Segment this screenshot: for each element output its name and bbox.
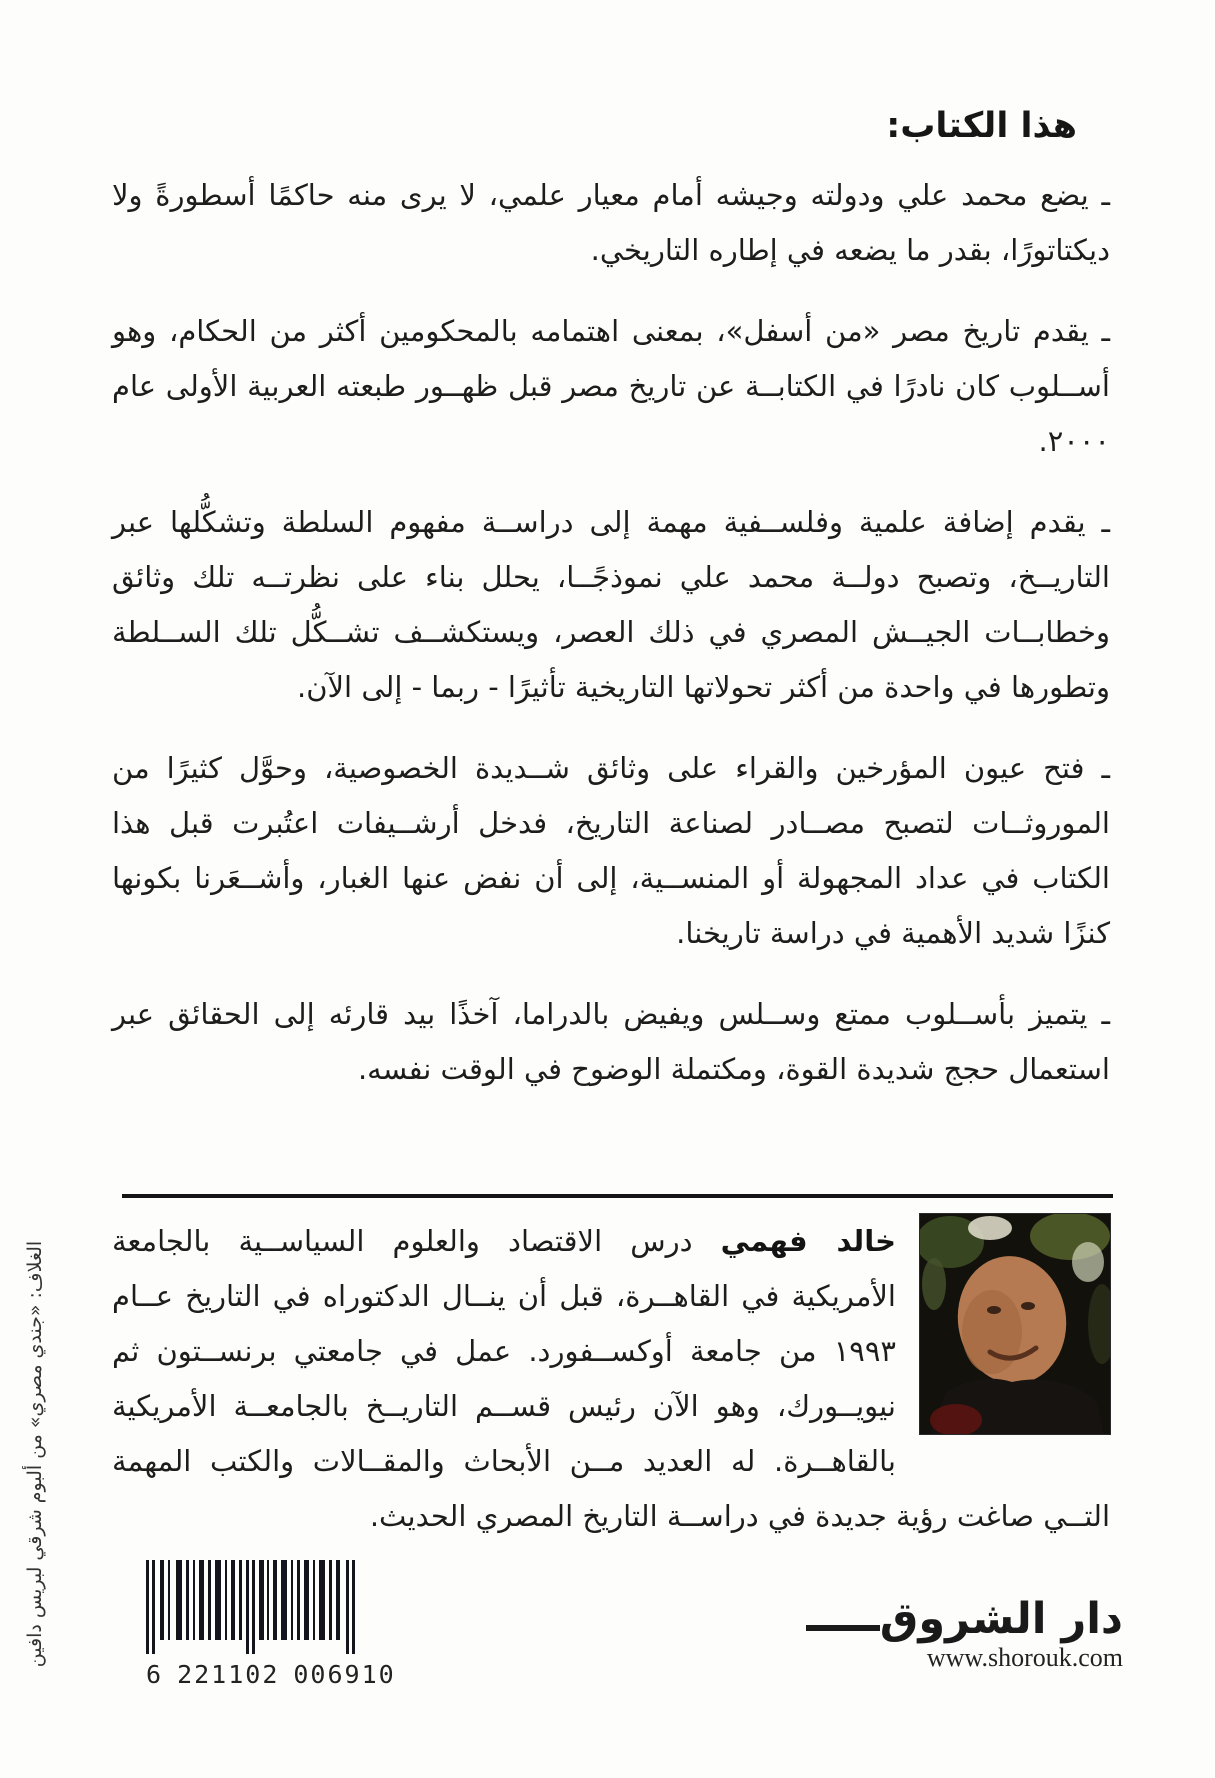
page-title: هذا الكتاب:	[886, 106, 1077, 146]
blurb-paragraph: ـ يقدم إضافة علمية وفلســفية مهمة إلى دراســة مفهوم السلطة وتشكُّلها عبر التاريــخ، وتصبح دولــة محمد علي نموذجًــا، يحلل بناء على نظرتــه تلك وثائق وخطابــات الجيــش المصري في ذلك العصر، ويستكشــف تشــكُّل تلك الســلطة وتطورها في واحدة من أكثر تحولاتها التاريخية تأثيرًا - ربما - إلى الآن.	[112, 505, 1110, 704]
barcode-digit-group1: 221102	[177, 1660, 280, 1689]
blurb-paragraph: ـ يتميز بأســلوب ممتع وســلس ويفيض بالدراما، آخذًا بيد قارئه إلى الحقائق عبر استعمال حجج شديدة القوة، ومكتملة الوضوح في الوقت نفسه.	[112, 997, 1110, 1086]
publisher-website: www.shorouk.com	[926, 1643, 1123, 1673]
publisher-logo	[806, 1596, 1123, 1643]
barcode-digit-lead: 6	[146, 1660, 164, 1689]
barcode-digit-group2: 006910	[293, 1660, 396, 1689]
author-bio	[112, 1214, 1110, 1544]
barcode	[146, 1560, 396, 1689]
barcode-bars	[146, 1560, 358, 1654]
author-bio-text: درس الاقتصاد والعلوم السياســية بالجامعة الأمريكية في القاهــرة، قبل أن ينــال الدكتوراه في التاريخ عــام ١٩٩٣ من جامعة أوكســفورد. عمل في جامعتي برنســتون ثم نيويــورك، وهو الآن رئيس قســم التاريــخ بالجامعــة الأمريكية بالقاهــرة. له العديد مــن الأبحاث والمقــالات والكتب المهمة التــي صاغت رؤية جديدة في دراســة التاريخ المصري الحديث.	[112, 1224, 1110, 1533]
blurb-paragraph: ـ فتح عيون المؤرخين والقراء على وثائق شــديدة الخصوصية، وحوَّل كثيرًا من الموروثــات لتصبح مصــادر لصناعة التاريخ، فدخل أرشــيفات اعتُبرت قبل هذا الكتاب في عداد المجهولة أو المنســية، إلى أن نفض عنها الغبار، وأشــعَرنا بكونها كنزًا شديد الأهمية في دراسة تاريخنا.	[112, 751, 1110, 950]
barcode-digits	[146, 1660, 396, 1689]
blurb-paragraph: ـ يقدم تاريخ مصر «من أسفل»، بمعنى اهتمامه بالمحكومين أكثر من الحكام، وهو أســلوب كان نادرًا في الكتابــة عن تاريخ مصر قبل ظهــور طبعته العربية الأولى عام ٢٠٠٠.	[112, 314, 1110, 458]
blurb-paragraph: ـ يضع محمد علي ودولته وجيشه أمام معيار علمي، لا يرى منه حاكمًا أسطورةً ولا ديكتاتورًا، بقدر ما يضعه في إطاره التاريخي.	[112, 178, 1110, 267]
cover-credit	[18, 1240, 52, 1668]
author-photo-image	[920, 1214, 1110, 1434]
author-name: خالد فهمي	[720, 1224, 896, 1258]
blurb-paragraphs	[112, 168, 1110, 1123]
publisher-block	[806, 1596, 1123, 1673]
author-photo	[920, 1214, 1110, 1434]
section-divider	[122, 1194, 1113, 1198]
cover-credit-text: الغلاف: «جندي مصري» من ألبوم شرقي لبريس دافين	[24, 1240, 46, 1668]
publisher-name: دار الشروق	[879, 1594, 1123, 1644]
publisher-logo-tail	[806, 1625, 880, 1631]
